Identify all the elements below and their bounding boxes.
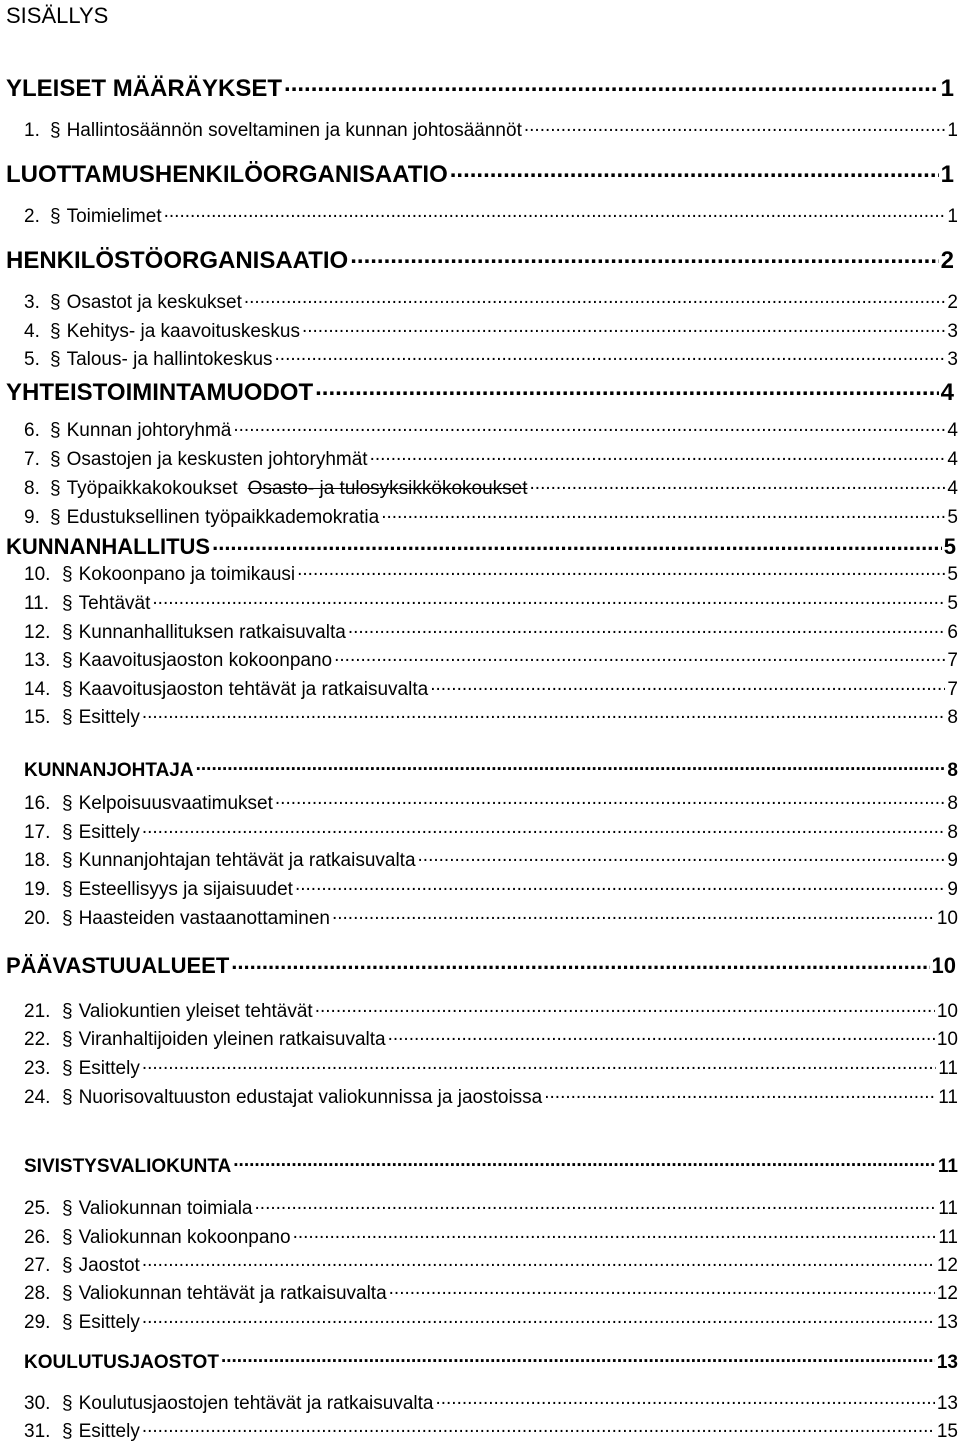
- dot-leader: [196, 757, 946, 776]
- section-sign-icon: §: [62, 1255, 73, 1276]
- dot-leader: [233, 417, 945, 436]
- toc-entry-label: [24, 320, 300, 344]
- section-sign-icon: §: [62, 1087, 73, 1108]
- dot-leader: [450, 158, 939, 182]
- section-sign-icon: §: [62, 1001, 73, 1022]
- page-number: 3: [947, 321, 958, 342]
- section-sign-icon: §: [50, 449, 61, 470]
- dot-leader: [142, 1309, 935, 1328]
- toc-entry[interactable]: [24, 346, 958, 372]
- dot-leader: [231, 951, 929, 973]
- toc-entry-title: YHTEISTOIMINTAMUODOT: [6, 379, 314, 406]
- page-number: 13: [936, 1393, 958, 1414]
- section-sign-icon: §: [62, 1198, 73, 1219]
- dot-leader: [255, 1195, 937, 1214]
- dot-leader: [275, 790, 946, 809]
- section-sign-icon: §: [50, 120, 61, 141]
- section-number: 13.: [24, 650, 51, 671]
- toc-entry[interactable]: [24, 1026, 958, 1052]
- page-number: 12: [936, 1283, 958, 1304]
- toc-entry-label: [24, 477, 528, 501]
- page-number: 5: [947, 507, 958, 528]
- toc-entry-title: Kehitys- ja kaavoituskeskus: [66, 321, 300, 342]
- dot-leader: [544, 1084, 936, 1103]
- section-number: 15.: [24, 707, 51, 728]
- dot-leader: [430, 676, 945, 695]
- toc-entry-label: [24, 1311, 140, 1335]
- toc-heading[interactable]: [6, 376, 954, 408]
- dot-leader: [221, 1349, 935, 1368]
- page-number: 5: [943, 534, 956, 559]
- page-number: 11: [938, 1198, 958, 1219]
- section-sign-icon: §: [62, 793, 73, 814]
- section-number: 18.: [24, 850, 51, 871]
- dot-leader: [348, 619, 946, 638]
- dot-leader: [524, 117, 946, 136]
- toc-entry[interactable]: [24, 117, 958, 143]
- toc-entry[interactable]: [24, 819, 958, 845]
- toc-entry-label: [24, 1254, 140, 1278]
- toc-entry-title: Valiokunnan tehtävät ja ratkaisuvalta: [78, 1283, 387, 1304]
- toc-entry-label: [24, 291, 242, 315]
- section-number: 30.: [24, 1393, 51, 1414]
- page-number: 1: [947, 206, 958, 227]
- toc-heading[interactable]: [6, 158, 954, 190]
- toc-entry-title: Kaavoitusjaoston kokoonpano: [78, 650, 333, 671]
- toc-entry-title: Esittely: [78, 1058, 140, 1079]
- section-sign-icon: §: [62, 850, 73, 871]
- toc-entry-label: [24, 592, 150, 616]
- dot-leader: [164, 203, 946, 222]
- section-number: 29.: [24, 1312, 51, 1333]
- section-sign-icon: §: [50, 292, 61, 313]
- section-number: 14.: [24, 679, 51, 700]
- section-number: 27.: [24, 1255, 51, 1276]
- dot-leader: [233, 1153, 936, 1172]
- toc-entry-title: Valiokuntien yleiset tehtävät: [78, 1001, 313, 1022]
- toc-entry-label: [24, 792, 273, 816]
- dot-leader: [350, 244, 938, 268]
- page-number: 13: [936, 1352, 958, 1373]
- dot-leader: [334, 647, 945, 666]
- toc-entry[interactable]: [24, 847, 958, 873]
- toc-entry-title: Valiokunnan kokoonpano: [78, 1227, 291, 1248]
- dot-leader: [212, 532, 942, 554]
- section-number: 5.: [24, 349, 40, 370]
- page-number: 11: [938, 1058, 958, 1079]
- toc-entry-title: LUOTTAMUSHENKILÖORGANISAATIO: [6, 161, 448, 188]
- toc-entry-title: Työpaikkakokoukset: [66, 478, 238, 499]
- toc-entry-label: [6, 952, 229, 980]
- toc-entry-label: [6, 378, 313, 408]
- section-sign-icon: §: [50, 420, 61, 441]
- toc-entry[interactable]: [24, 446, 958, 472]
- page-number: 10: [936, 908, 958, 929]
- toc-entry-title: Jaostot: [78, 1255, 140, 1276]
- page-number: 1: [940, 161, 954, 188]
- section-number: 24.: [24, 1087, 51, 1108]
- section-sign-icon: §: [50, 349, 61, 370]
- toc-entry-label: [24, 563, 295, 587]
- dot-leader: [435, 1390, 934, 1409]
- section-sign-icon: §: [62, 679, 73, 700]
- toc-title: SISÄLLYS: [6, 3, 109, 28]
- page-number: 3: [947, 349, 958, 370]
- dot-leader: [418, 847, 946, 866]
- toc-subheading[interactable]: [24, 1349, 958, 1376]
- toc-entry-title: Koulutusjaostojen tehtävät ja ratkaisuvalta: [78, 1393, 434, 1414]
- page-number: 2: [947, 292, 958, 313]
- toc-entry-title: Nuorisovaltuuston edustajat valiokunnissa ja jaostoissa: [78, 1087, 543, 1108]
- toc-entry-label: [24, 706, 140, 730]
- toc-entry[interactable]: [24, 1309, 958, 1335]
- section-sign-icon: §: [50, 507, 61, 528]
- toc-entry-label: [24, 649, 332, 673]
- page-number: 10: [936, 1029, 958, 1050]
- toc-entry-title: Edustuksellinen työpaikkademokratia: [66, 507, 380, 528]
- toc-entry-label: [24, 506, 379, 530]
- toc-entry[interactable]: [24, 1390, 958, 1416]
- toc-entry[interactable]: [24, 289, 958, 315]
- section-number: 2.: [24, 206, 40, 227]
- toc-entry-title: Tehtävät: [78, 593, 151, 614]
- page-number: 11: [938, 1227, 958, 1248]
- page-number: 2: [940, 247, 954, 274]
- toc-entry[interactable]: [24, 1224, 958, 1250]
- page-number: 15: [936, 1421, 958, 1442]
- toc-entry-label: [24, 1350, 219, 1376]
- toc-entry-label: [24, 621, 346, 645]
- dot-leader: [530, 475, 946, 494]
- toc-entry[interactable]: [24, 1084, 958, 1110]
- page-number: 9: [947, 879, 958, 900]
- dot-leader: [275, 346, 946, 365]
- page-number: 11: [937, 1156, 958, 1177]
- dot-leader: [389, 1280, 935, 1299]
- toc-entry-label: [24, 1057, 140, 1081]
- page-number: 4: [947, 449, 958, 470]
- dot-leader: [142, 1252, 935, 1271]
- page-number: 4: [947, 420, 958, 441]
- dot-leader: [381, 504, 945, 523]
- toc-entry-label: [24, 419, 231, 443]
- toc-entry[interactable]: [24, 619, 958, 645]
- toc-entry[interactable]: [24, 561, 958, 587]
- toc-heading[interactable]: [6, 72, 954, 104]
- section-number: 1.: [24, 120, 40, 141]
- toc-entry-title: Haasteiden vastaanottaminen: [78, 908, 330, 929]
- section-number: 10.: [24, 564, 51, 585]
- toc-entry-title: Esittely: [78, 1421, 140, 1442]
- page-number: 13: [936, 1312, 958, 1333]
- toc-entry-label: [24, 1028, 386, 1052]
- page-number: 7: [947, 679, 958, 700]
- page-number: 10: [931, 953, 956, 978]
- section-number: 8.: [24, 478, 40, 499]
- toc-entry-title: Toimielimet: [66, 206, 162, 227]
- toc-entry-title: Esittely: [78, 707, 140, 728]
- toc-entry-label: [6, 74, 282, 104]
- toc-entry-label: [24, 1226, 291, 1250]
- toc-subheading[interactable]: [24, 1153, 958, 1180]
- section-number: 7.: [24, 449, 40, 470]
- page-number: 12: [936, 1255, 958, 1276]
- toc-entry-title: Valiokunnan toimiala: [78, 1198, 253, 1219]
- toc-entry-label: [6, 246, 348, 276]
- dot-leader: [302, 318, 945, 337]
- section-sign-icon: §: [62, 593, 73, 614]
- section-sign-icon: §: [62, 1058, 73, 1079]
- toc-entry-title: SIVISTYSVALIOKUNTA: [24, 1156, 232, 1177]
- toc-entry[interactable]: [24, 704, 958, 730]
- section-number: 16.: [24, 793, 51, 814]
- toc-entry[interactable]: [24, 1418, 958, 1444]
- toc-entry-label: [6, 533, 210, 561]
- section-number: 12.: [24, 622, 51, 643]
- toc-entry[interactable]: [24, 1195, 958, 1221]
- toc-entry-title: PÄÄVASTUUALUEET: [6, 953, 230, 978]
- page-number: 4: [940, 379, 954, 406]
- section-sign-icon: §: [62, 1393, 73, 1414]
- toc-entry[interactable]: [24, 905, 958, 931]
- section-sign-icon: §: [62, 822, 73, 843]
- section-number: 23.: [24, 1058, 51, 1079]
- dot-leader: [293, 1224, 937, 1243]
- dot-leader: [284, 72, 939, 96]
- section-number: 22.: [24, 1029, 51, 1050]
- toc-entry-title: Viranhaltijoiden yleinen ratkaisuvalta: [78, 1029, 386, 1050]
- toc-entry-title: KUNNANHALLITUS: [6, 534, 211, 559]
- section-number: 6.: [24, 420, 40, 441]
- toc-entry-label: [24, 348, 273, 372]
- dot-leader: [142, 819, 946, 838]
- dot-leader: [244, 289, 946, 308]
- toc-entry-title: YLEISET MÄÄRÄYKSET: [6, 75, 283, 102]
- dot-leader: [297, 561, 945, 580]
- toc-entry[interactable]: [24, 504, 958, 530]
- toc-entry-label: [24, 205, 162, 229]
- toc-entry-label: [24, 878, 293, 902]
- dot-leader: [315, 998, 935, 1017]
- page-number: 10: [936, 1001, 958, 1022]
- toc-entry-label: [24, 1197, 253, 1221]
- toc-entry-label: [24, 678, 428, 702]
- toc-entry-title: KUNNANJOHTAJA: [24, 760, 194, 781]
- toc-entry-title: Kokoonpano ja toimikausi: [78, 564, 296, 585]
- page-number: 8: [947, 793, 958, 814]
- section-number: 17.: [24, 822, 51, 843]
- toc-entry[interactable]: [24, 790, 958, 816]
- section-sign-icon: §: [62, 564, 73, 585]
- toc-entry-label: [24, 1154, 231, 1180]
- page-number: 9: [947, 850, 958, 871]
- toc-entry-label: [24, 1086, 542, 1110]
- section-sign-icon: §: [62, 1283, 73, 1304]
- section-sign-icon: §: [62, 622, 73, 643]
- toc-entry[interactable]: [24, 676, 958, 702]
- section-sign-icon: §: [62, 908, 73, 929]
- toc-entry-title: Kunnanjohtajan tehtävät ja ratkaisuvalta: [78, 850, 416, 871]
- section-number: 21.: [24, 1001, 51, 1022]
- toc-entry-label: [24, 907, 330, 931]
- toc-entry[interactable]: [24, 475, 958, 501]
- section-number: 31.: [24, 1421, 51, 1442]
- dot-leader: [388, 1026, 935, 1045]
- toc-entry[interactable]: [24, 876, 958, 902]
- section-number: 19.: [24, 879, 51, 900]
- section-sign-icon: §: [62, 707, 73, 728]
- toc-entry-title: KOULUTUSJAOSTOT: [24, 1352, 219, 1373]
- section-number: 11.: [24, 593, 50, 614]
- page-number: 5: [947, 593, 958, 614]
- section-number: 4.: [24, 321, 40, 342]
- struck-through-text: Osasto- ja tulosyksikkökokoukset: [247, 478, 528, 499]
- page-number: 1: [947, 120, 958, 141]
- toc-entry[interactable]: [24, 647, 958, 673]
- toc-entry-title: Esittely: [78, 822, 140, 843]
- section-sign-icon: §: [62, 1421, 73, 1442]
- page-number: 8: [947, 707, 958, 728]
- toc-entry-title: Kunnanhallituksen ratkaisuvalta: [78, 622, 346, 643]
- toc-heading[interactable]: [6, 244, 954, 276]
- section-number: 3.: [24, 292, 40, 313]
- section-sign-icon: §: [62, 1227, 73, 1248]
- toc-entry[interactable]: [24, 590, 958, 616]
- toc-entry-title: Hallintosäännön soveltaminen ja kunnan johtosäännöt: [66, 120, 522, 141]
- toc-entry-label: [24, 1420, 140, 1444]
- toc-entry-label: [24, 1282, 387, 1306]
- toc-heading[interactable]: [6, 532, 956, 561]
- page-number: 1: [940, 75, 954, 102]
- dot-leader: [332, 905, 935, 924]
- dot-leader: [142, 1055, 936, 1074]
- dot-leader: [370, 446, 946, 465]
- toc-entry-label: [24, 448, 368, 472]
- toc-entry-label: [24, 1392, 433, 1416]
- section-number: 25.: [24, 1198, 51, 1219]
- toc-entry[interactable]: [24, 1252, 958, 1278]
- toc-entry-title: Talous- ja hallintokeskus: [66, 349, 273, 370]
- toc-entry-title: Osastot ja keskukset: [66, 292, 242, 313]
- page-number: 8: [947, 760, 958, 781]
- dot-leader: [142, 1418, 935, 1437]
- toc-entry-label: [24, 758, 194, 784]
- section-number: 9.: [24, 507, 40, 528]
- section-sign-icon: §: [62, 650, 73, 671]
- toc-subheading[interactable]: [24, 757, 958, 784]
- toc-entry-title: Osastojen ja keskusten johtoryhmät: [66, 449, 368, 470]
- toc-entry-label: [6, 160, 448, 190]
- section-sign-icon: §: [62, 1029, 73, 1050]
- section-number: 26.: [24, 1227, 51, 1248]
- page-number: 11: [938, 1087, 958, 1108]
- section-number: 20.: [24, 908, 51, 929]
- toc-entry-label: [24, 1000, 313, 1024]
- section-sign-icon: §: [50, 206, 61, 227]
- dot-leader: [152, 590, 945, 609]
- toc-entry-label: [24, 119, 522, 143]
- page-number: 5: [947, 564, 958, 585]
- toc-entry[interactable]: [24, 1055, 958, 1081]
- toc-entry-label: [24, 821, 140, 845]
- toc-heading[interactable]: [6, 951, 956, 980]
- section-sign-icon: §: [50, 321, 61, 342]
- page-number: 6: [947, 622, 958, 643]
- toc-entry[interactable]: [24, 998, 958, 1024]
- toc-entry-title: Esittely: [78, 1312, 140, 1333]
- toc-entry-title: Kunnan johtoryhmä: [66, 420, 232, 441]
- dot-leader: [142, 704, 946, 723]
- section-sign-icon: §: [50, 478, 61, 499]
- section-sign-icon: §: [62, 1312, 73, 1333]
- toc-entry-title: Esteellisyys ja sijaisuudet: [78, 879, 293, 900]
- toc-entry-title: Kelpoisuusvaatimukset: [78, 793, 273, 814]
- page-number: 8: [947, 822, 958, 843]
- page-number: 7: [947, 650, 958, 671]
- dot-leader: [315, 376, 939, 400]
- page-number: 4: [947, 478, 958, 499]
- toc-entry-label: [24, 849, 416, 873]
- toc-entry[interactable]: [24, 417, 958, 443]
- toc-entry-title: HENKILÖSTÖORGANISAATIO: [6, 247, 349, 274]
- toc-entry[interactable]: [24, 1280, 958, 1306]
- section-number: 28.: [24, 1283, 51, 1304]
- dot-leader: [295, 876, 945, 895]
- toc-entry-title: Kaavoitusjaoston tehtävät ja ratkaisuvalta: [78, 679, 429, 700]
- toc-entry[interactable]: [24, 203, 958, 229]
- section-sign-icon: §: [62, 879, 73, 900]
- toc-entry[interactable]: [24, 318, 958, 344]
